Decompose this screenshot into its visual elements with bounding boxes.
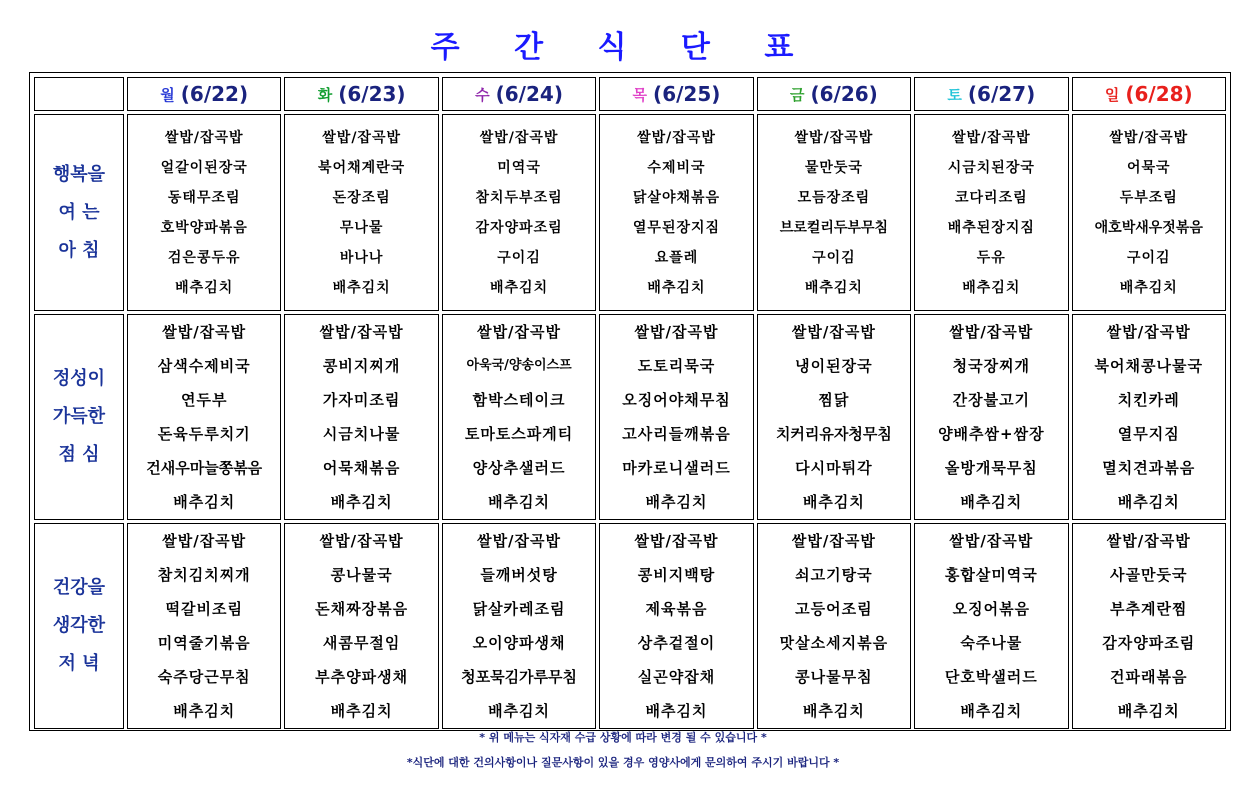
menu-cell — [757, 314, 911, 520]
meal-label-line: 행복을 — [52, 163, 106, 185]
menu-dish: 상추겉절이 — [637, 634, 716, 652]
menu-dish: 고등어조림 — [795, 600, 873, 618]
menu-cell — [284, 314, 438, 520]
menu-dish: 쌀밥/잡곡밥 — [162, 323, 247, 341]
menu-cell — [284, 114, 438, 311]
menu-dish: 콩비지백탕 — [637, 566, 716, 584]
menu-dish: 물만둣국 — [804, 159, 863, 176]
menu-dish: 부추양파생채 — [315, 668, 409, 686]
menu-dish: 브로컬리두부무침 — [779, 219, 888, 236]
menu-dish: 들깨버섯탕 — [480, 566, 558, 584]
menu-dish: 콩나물무침 — [795, 668, 873, 686]
menu-cell — [599, 523, 753, 729]
menu-dish: 치커리유자청무침 — [775, 425, 892, 443]
menu-dish: 떡갈비조림 — [165, 600, 243, 618]
menu-cell — [599, 114, 753, 311]
weekday-icon: 토 — [947, 86, 962, 104]
corner-cell — [34, 77, 124, 111]
menu-dish: 다시마튀각 — [795, 459, 873, 477]
weekly-menu-table — [31, 74, 1229, 732]
menu-dish: 쌀밥/잡곡밥 — [1106, 532, 1191, 550]
menu-dish: 애호박새우젓볶음 — [1094, 219, 1203, 236]
menu-dish: 청포묵김가루무침 — [461, 668, 578, 686]
menu-dish: 배추김치 — [490, 279, 549, 296]
menu-dish: 배추김치 — [1119, 279, 1178, 296]
menu-dish: 어묵채볶음 — [322, 459, 401, 477]
meal-label-line: 저 녁 — [58, 653, 100, 674]
menu-dish: 배추김치 — [175, 279, 234, 296]
menu-dish: 돈채짜장볶음 — [315, 600, 409, 618]
day-header-7 — [1072, 77, 1226, 111]
menu-dish: 배추김치 — [330, 702, 393, 720]
menu-dish: 간장불고기 — [952, 391, 1031, 409]
menu-dish: 건파래볶음 — [1110, 668, 1188, 686]
menu-cell — [914, 114, 1068, 311]
menu-dish: 참치김치찌개 — [157, 566, 251, 584]
menu-cell — [284, 523, 438, 729]
menu-dish: 도토리묵국 — [637, 357, 716, 375]
notice-inquiry: *식단에 대한 건의사항이나 질문사항이 있을 경우 영양사에게 문의하여 주시기 바랍니다 * — [406, 756, 840, 769]
weekday-icon: 일 — [1104, 86, 1120, 104]
day-date: (6/28) — [1125, 82, 1193, 106]
weekday-icon: 목 — [632, 86, 648, 104]
menu-dish: 쌀밥/잡곡밥 — [479, 129, 559, 146]
menu-cell — [757, 114, 911, 311]
menu-dish: 배추김치 — [173, 493, 236, 511]
menu-dish: 쌀밥/잡곡밥 — [322, 129, 401, 146]
menu-dish: 북어채계란국 — [318, 159, 406, 176]
menu-cell — [1072, 314, 1226, 520]
menu-dish: 쌀밥/잡곡밥 — [634, 532, 719, 550]
menu-dish: 양상추샐러드 — [472, 459, 566, 477]
menu-dish: 홍합살미역국 — [944, 566, 1038, 584]
menu-dish: 배추김치 — [332, 279, 391, 296]
menu-dish: 치킨카레 — [1117, 391, 1180, 409]
menu-dish: 쌀밥/잡곡밥 — [634, 323, 719, 341]
meal-label-line: 여 는 — [58, 201, 100, 223]
menu-dish: 무나물 — [339, 219, 384, 236]
menu-cell — [757, 523, 911, 729]
day-header-4 — [599, 77, 753, 111]
menu-dish: 배추김치 — [1117, 493, 1180, 511]
menu-dish: 쌀밥/잡곡밥 — [477, 532, 562, 550]
menu-dish: 쇠고기탕국 — [795, 566, 873, 584]
menu-dish: 삼색수제비국 — [157, 357, 251, 375]
menu-dish: 쌀밥/잡곡밥 — [319, 323, 404, 341]
menu-cell — [442, 114, 596, 311]
menu-dish: 쌀밥/잡곡밥 — [1109, 129, 1189, 146]
menu-cell — [442, 523, 596, 729]
weekday-icon: 수 — [475, 86, 490, 104]
meal-row-1 — [34, 114, 1226, 311]
menu-dish: 배추김치 — [960, 702, 1023, 720]
menu-dish: 아욱국/양송이스프 — [466, 358, 572, 373]
menu-dish: 함박스테이크 — [472, 391, 566, 409]
menu-dish: 부추계란찜 — [1110, 600, 1188, 618]
day-header-5 — [757, 77, 911, 111]
menu-dish: 참치두부조림 — [475, 189, 563, 206]
menu-dish: 미역국 — [497, 159, 541, 176]
menu-dish: 찜닭 — [818, 391, 850, 409]
menu-dish: 동태무조림 — [167, 189, 241, 206]
menu-dish: 건새우마늘쫑볶음 — [146, 459, 263, 477]
menu-dish: 배추김치 — [645, 493, 708, 511]
menu-cell — [127, 523, 281, 729]
menu-dish: 시금치된장국 — [947, 159, 1035, 176]
menu-dish: 배추된장지짐 — [947, 219, 1035, 236]
menu-dish: 쌀밥/잡곡밥 — [791, 323, 876, 341]
menu-dish: 배추김치 — [962, 279, 1021, 296]
menu-dish: 쌀밥/잡곡밥 — [162, 532, 247, 550]
menu-dish: 요플레 — [654, 249, 699, 266]
menu-dish: 고사리들깨볶음 — [622, 425, 731, 443]
menu-dish: 쌀밥/잡곡밥 — [477, 323, 562, 341]
menu-dish: 오징어볶음 — [952, 600, 1031, 618]
notice-supply: * 위 메뉴는 식자재 수급 상황에 따라 변경 될 수 있습니다 * — [479, 731, 767, 744]
menu-dish: 쌀밥/잡곡밥 — [794, 129, 874, 146]
menu-dish: 쌀밥/잡곡밥 — [164, 129, 244, 146]
menu-dish: 북어채콩나물국 — [1094, 357, 1203, 375]
menu-dish: 배추김치 — [330, 493, 393, 511]
day-date: (6/27) — [967, 82, 1036, 106]
menu-dish: 모듬장조림 — [797, 189, 871, 206]
menu-dish: 열무된장지짐 — [632, 219, 721, 236]
meal-label-line: 가득한 — [52, 406, 106, 427]
meal-label — [34, 314, 124, 520]
menu-dish: 배추김치 — [802, 493, 865, 511]
menu-dish: 구이김 — [497, 249, 541, 266]
menu-dish: 쌀밥/잡곡밥 — [1106, 323, 1191, 341]
menu-cell — [442, 314, 596, 520]
menu-cell — [127, 114, 281, 311]
menu-dish: 쌀밥/잡곡밥 — [949, 323, 1034, 341]
menu-dish: 연두부 — [180, 391, 228, 409]
day-date: (6/24) — [495, 82, 563, 106]
day-header-6 — [914, 77, 1068, 111]
menu-dish: 감자양파조림 — [475, 219, 563, 236]
meal-label-line: 점 심 — [58, 444, 100, 465]
menu-cell — [1072, 114, 1226, 311]
menu-dish: 쌀밥/잡곡밥 — [949, 532, 1034, 550]
menu-dish: 돈장조림 — [332, 189, 391, 206]
menu-dish: 배추김치 — [802, 702, 865, 720]
menu-dish: 오징어야채무침 — [622, 391, 731, 409]
menu-dish: 숙주당근무침 — [157, 668, 251, 686]
meal-label-line: 생각한 — [52, 615, 106, 636]
menu-dish: 닭살카레조림 — [472, 600, 566, 618]
menu-dish: 얼갈이된장국 — [160, 159, 248, 176]
page-title: 주 간 식 단 표 — [430, 30, 816, 65]
menu-dish: 배추김치 — [804, 279, 863, 296]
menu-dish: 청국장찌개 — [952, 357, 1031, 375]
menu-dish: 시금치나물 — [322, 425, 401, 443]
menu-cell — [1072, 523, 1226, 729]
meal-label-line: 아 침 — [58, 239, 100, 261]
menu-dish: 구이김 — [812, 249, 856, 266]
meal-label-line: 정성이 — [52, 368, 106, 389]
menu-cell — [914, 523, 1068, 729]
weekday-icon: 금 — [789, 86, 805, 104]
menu-dish: 열무지짐 — [1117, 425, 1180, 443]
menu-dish: 배추김치 — [488, 702, 551, 720]
day-date: (6/22) — [180, 82, 249, 106]
menu-dish: 오이양파생채 — [472, 634, 566, 652]
menu-dish: 사골만둣국 — [1110, 566, 1188, 584]
menu-dish: 배추김치 — [647, 279, 706, 296]
meal-row-2 — [34, 314, 1226, 520]
meal-label-line: 건강을 — [52, 577, 106, 598]
menu-cell — [127, 314, 281, 520]
menu-dish: 배추김치 — [488, 493, 551, 511]
day-header-3 — [442, 77, 596, 111]
menu-dish: 멸치견과볶음 — [1102, 459, 1196, 477]
menu-dish: 두부조림 — [1119, 189, 1178, 206]
menu-dish: 제육볶음 — [645, 600, 708, 618]
weekday-icon: 월 — [160, 86, 175, 104]
weekday-icon: 화 — [317, 86, 333, 104]
menu-dish: 쌀밥/잡곡밥 — [791, 532, 876, 550]
menu-dish: 토마토스파게티 — [464, 425, 574, 443]
menu-dish: 콩비지찌개 — [322, 357, 401, 375]
menu-dish: 가자미조림 — [322, 391, 401, 409]
day-header-1 — [127, 77, 281, 111]
menu-dish: 배추김치 — [645, 702, 708, 720]
menu-dish: 배추김치 — [960, 493, 1023, 511]
menu-dish: 미역줄기볶음 — [157, 634, 251, 652]
meal-label — [34, 114, 124, 311]
menu-dish: 단호박샐러드 — [944, 668, 1038, 686]
menu-dish: 배추김치 — [173, 702, 236, 720]
header-row — [34, 77, 1226, 111]
day-date: (6/23) — [338, 82, 406, 106]
menu-dish: 배추김치 — [1117, 702, 1180, 720]
menu-dish: 쌀밥/잡곡밥 — [637, 129, 716, 146]
menu-dish: 구이김 — [1126, 249, 1171, 266]
menu-cell — [914, 314, 1068, 520]
menu-dish: 쌀밥/잡곡밥 — [951, 129, 1031, 146]
menu-dish: 냉이된장국 — [795, 357, 873, 375]
menu-cell — [599, 314, 753, 520]
menu-dish: 돈육두루치기 — [157, 425, 251, 443]
day-header-2 — [284, 77, 438, 111]
menu-dish: 검은콩두유 — [167, 249, 241, 266]
menu-dish: 콩나물국 — [330, 566, 393, 584]
menu-dish: 호박양파볶음 — [160, 219, 248, 236]
day-date: (6/26) — [810, 82, 878, 106]
menu-dish: 실곤약잡채 — [637, 668, 716, 686]
menu-dish: 두유 — [976, 249, 1006, 266]
menu-dish: 코다리조림 — [955, 189, 1028, 206]
menu-dish: 새콤무절임 — [322, 634, 401, 652]
meal-label — [34, 523, 124, 729]
day-date: (6/25) — [653, 82, 721, 106]
menu-dish: 닭살야채볶음 — [632, 189, 721, 206]
menu-dish: 어묵국 — [1126, 159, 1171, 176]
menu-dish: 올방개묵무침 — [944, 459, 1038, 477]
menu-dish: 양배추쌈+쌈장 — [938, 425, 1045, 443]
menu-dish: 마카로니샐러드 — [622, 459, 731, 477]
menu-dish: 쌀밥/잡곡밥 — [319, 532, 404, 550]
menu-dish: 수제비국 — [647, 159, 706, 176]
meal-row-3 — [34, 523, 1226, 729]
menu-dish: 감자양파조림 — [1102, 634, 1196, 652]
menu-dish: 숙주나물 — [960, 634, 1023, 652]
menu-dish: 바나나 — [339, 249, 384, 266]
menu-dish: 맛살소세지볶음 — [779, 634, 889, 652]
